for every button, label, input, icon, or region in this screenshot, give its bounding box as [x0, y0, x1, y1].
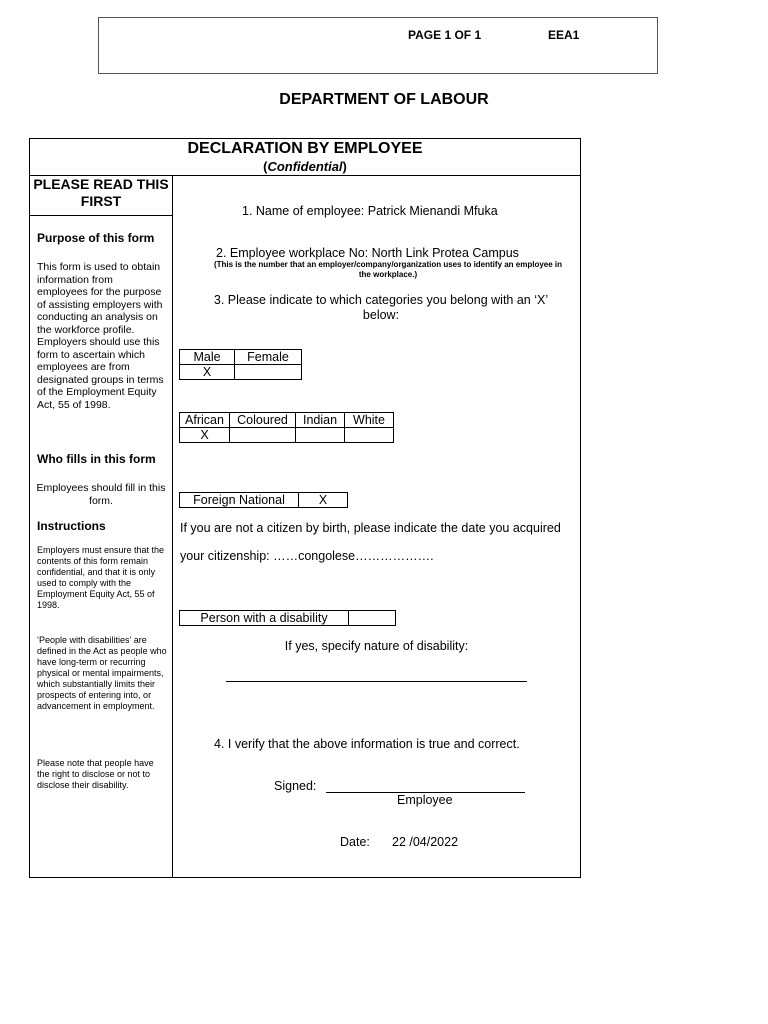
disability-mark[interactable] — [349, 611, 396, 626]
who-heading: Who fills in this form — [37, 452, 156, 466]
workplace-number: 2. Employee workplace No: North Link Protea Campus — [216, 246, 519, 260]
coloured-label: Coloured — [230, 413, 296, 428]
disclose-text: Please note that people have the right to disclose or not to disclose their disability. — [37, 758, 154, 790]
employee-name: 1. Name of employee: Patrick Mienandi Mfuka — [242, 204, 498, 218]
date-label: Date: — [340, 835, 370, 849]
purpose-heading: Purpose of this form — [37, 231, 155, 245]
citizenship-line-1: If you are not a citizen by birth, please indicate the date you acquired — [180, 521, 561, 535]
department-title: DEPARTMENT OF LABOUR — [279, 91, 489, 108]
workplace-note: (This is the number that an employer/company/organization uses to identify an employee in the workplace.) — [213, 260, 563, 279]
indian-label: Indian — [296, 413, 345, 428]
gender-table — [179, 349, 302, 380]
female-label: Female — [235, 350, 302, 365]
confidential-label: (Confidential) — [263, 159, 347, 174]
citizenship-line-2: your citizenship: ……congolese………………. — [180, 549, 434, 563]
categories-instruction: 3. Please indicate to which categories you belong with an ‘X’ below: — [213, 293, 549, 322]
employee-label: Employee — [397, 793, 453, 807]
verification-statement: 4. I verify that the above information is true and correct. — [214, 737, 520, 751]
foreign-national-mark[interactable]: X — [299, 493, 348, 508]
signed-label: Signed: — [274, 779, 317, 793]
form-code: EEA1 — [548, 28, 580, 42]
date-value: 22 /04/2022 — [392, 835, 459, 849]
instructions-heading: Instructions — [37, 519, 106, 533]
form-title: DECLARATION BY EMPLOYEE — [187, 140, 423, 157]
race-table — [179, 412, 394, 443]
african-label: African — [180, 413, 230, 428]
indian-mark[interactable] — [296, 428, 345, 443]
read-first-heading: PLEASE READ THIS FIRST — [33, 176, 169, 209]
divider — [29, 215, 173, 216]
coloured-mark[interactable] — [230, 428, 296, 443]
purpose-text: This form is used to obtain information from employees for the purpose of assisting employers with conducting an analysis on the workforce profile. Employers should use this form to ascertain which employees are from designated groups in terms of the Employment Equity Act, 55 of 1998. — [37, 261, 164, 411]
female-mark[interactable] — [235, 365, 302, 380]
disability-table — [179, 610, 396, 626]
disability-specify: If yes, specify nature of disability: — [284, 639, 469, 653]
male-label: Male — [180, 350, 235, 365]
header-box — [98, 17, 658, 74]
white-mark[interactable] — [345, 428, 394, 443]
instructions-text: Employers must ensure that the contents of this form remain confidential, and that it is only used to comply with the Employment Equity Act, 55 of 1998. — [37, 545, 165, 610]
male-mark[interactable]: X — [180, 365, 235, 380]
foreign-national-table — [179, 492, 348, 508]
disability-label: Person with a disability — [180, 611, 349, 626]
column-divider — [172, 175, 173, 878]
african-mark[interactable]: X — [180, 428, 230, 443]
white-label: White — [345, 413, 394, 428]
disabilities-text: ‘People with disabilities’ are defined in the Act as people who have long-term or recurring physical or mental impairments, which substantially limits their prospects of entering into, or advancement in employment. — [37, 635, 167, 711]
disability-line[interactable] — [226, 681, 527, 682]
page-indicator: PAGE 1 OF 1 — [408, 28, 482, 42]
who-text: Employees should fill in this form. — [36, 482, 166, 507]
foreign-national-label: Foreign National — [180, 493, 299, 508]
